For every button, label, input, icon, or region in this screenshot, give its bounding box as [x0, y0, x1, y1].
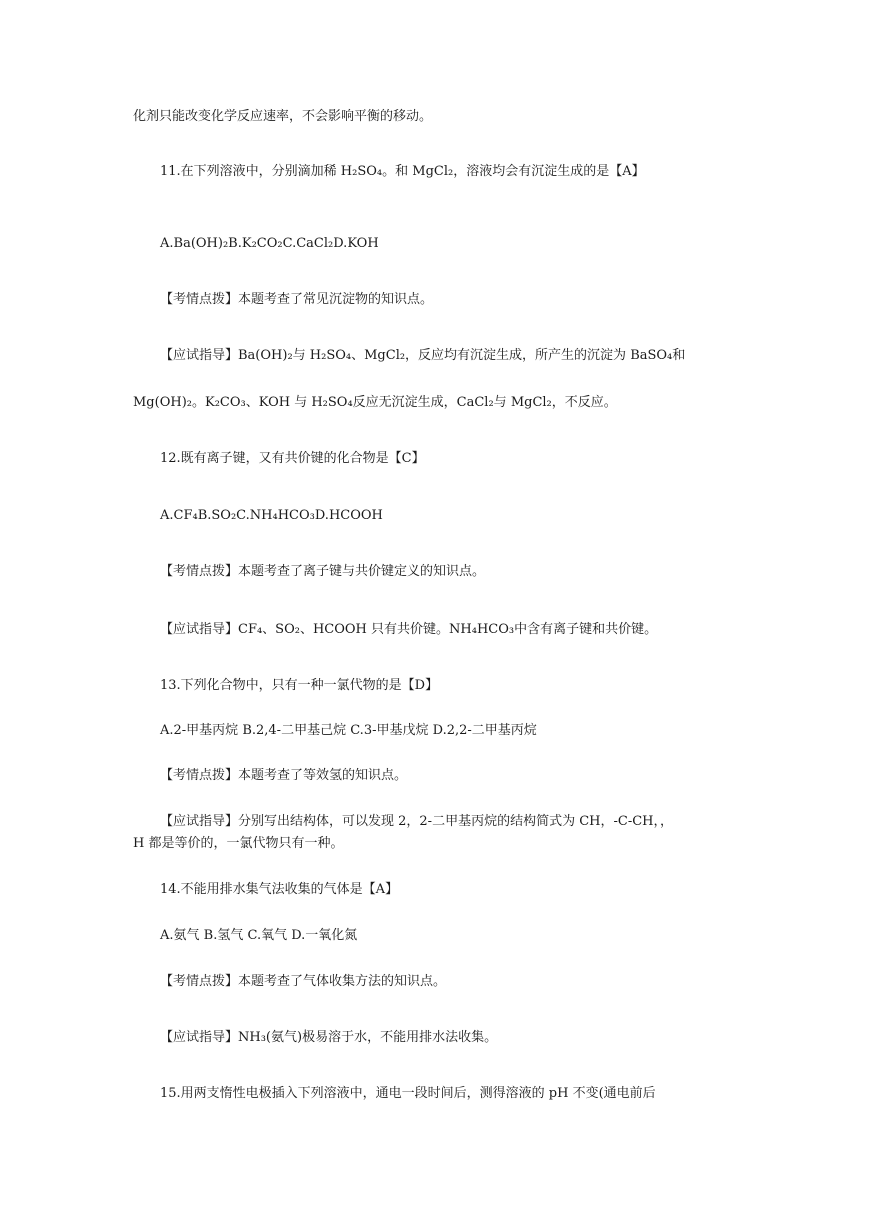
question-13-options: A.2-甲基丙烷 B.2,4-二甲基己烷 C.3-甲基戊烷 D.2,2-二甲基丙烷: [160, 723, 537, 738]
question-11-stem: 11.在下列溶液中，分别滴加稀 H₂SO₄。和 MgCl₂，溶液均会有沉淀生成的是【A】: [160, 164, 645, 179]
question-11-options: A.Ba(OH)₂B.K₂CO₂C.CaCl₂D.KOH: [160, 236, 379, 251]
question-13-analysis: 【考情点拨】本题考查了等效氢的知识点。: [160, 768, 408, 783]
question-14-analysis: 【考情点拨】本题考查了气体收集方法的知识点。: [160, 974, 447, 989]
question-11-guide: 【应试指导】Ba(OH)₂与 H₂SO₄、MgCl₂，反应均有沉淀生成，所产生的沉淀为 BaSO₄和: [160, 348, 686, 363]
question-14-guide: 【应试指导】NH₃(氨气)极易溶于水，不能用排水法收集。: [160, 1030, 498, 1045]
question-11-analysis: 【考情点拨】本题考查了常见沉淀物的知识点。: [160, 292, 434, 307]
question-12-options: A.CF₄B.SO₂C.NH₄HCO₃D.HCOOH: [160, 508, 383, 523]
question-12-guide: 【应试指导】CF₄、SO₂、HCOOH 只有共价键。NH₄HCO₃中含有离子键和共价键。: [160, 622, 658, 637]
question-14-options: A.氨气 B.氢气 C.氧气 D.一氧化氮: [160, 928, 358, 943]
question-12-analysis: 【考情点拨】本题考查了离子键与共价键定义的知识点。: [160, 564, 486, 579]
question-11-guide-cont: Mg(OH)₂。K₂CO₃、KOH 与 H₂SO₄反应无沉淀生成，CaCl₂与 MgCl₂，不反应。: [133, 395, 617, 410]
question-13-guide-cont: H 都是等价的，一氯代物只有一种。: [133, 836, 344, 851]
text-line: 化剂只能改变化学反应速率，不会影响平衡的移动。: [133, 109, 433, 124]
question-12-stem: 12.既有离子键，又有共价键的化合物是【C】: [160, 451, 425, 466]
question-13-stem: 13.下列化合物中，只有一种一氯代物的是【D】: [160, 678, 439, 693]
question-15-stem: 15.用两支惰性电极插入下列溶液中，通电一段时间后，测得溶液的 pH 不变(通电前后: [160, 1086, 656, 1101]
question-13-guide: 【应试指导】分别写出结构体，可以发现 2，2-二甲基丙烷的结构简式为 CH，-C-CH，，: [160, 814, 673, 829]
question-14-stem: 14.不能用排水集气法收集的气体是【A】: [160, 882, 399, 897]
